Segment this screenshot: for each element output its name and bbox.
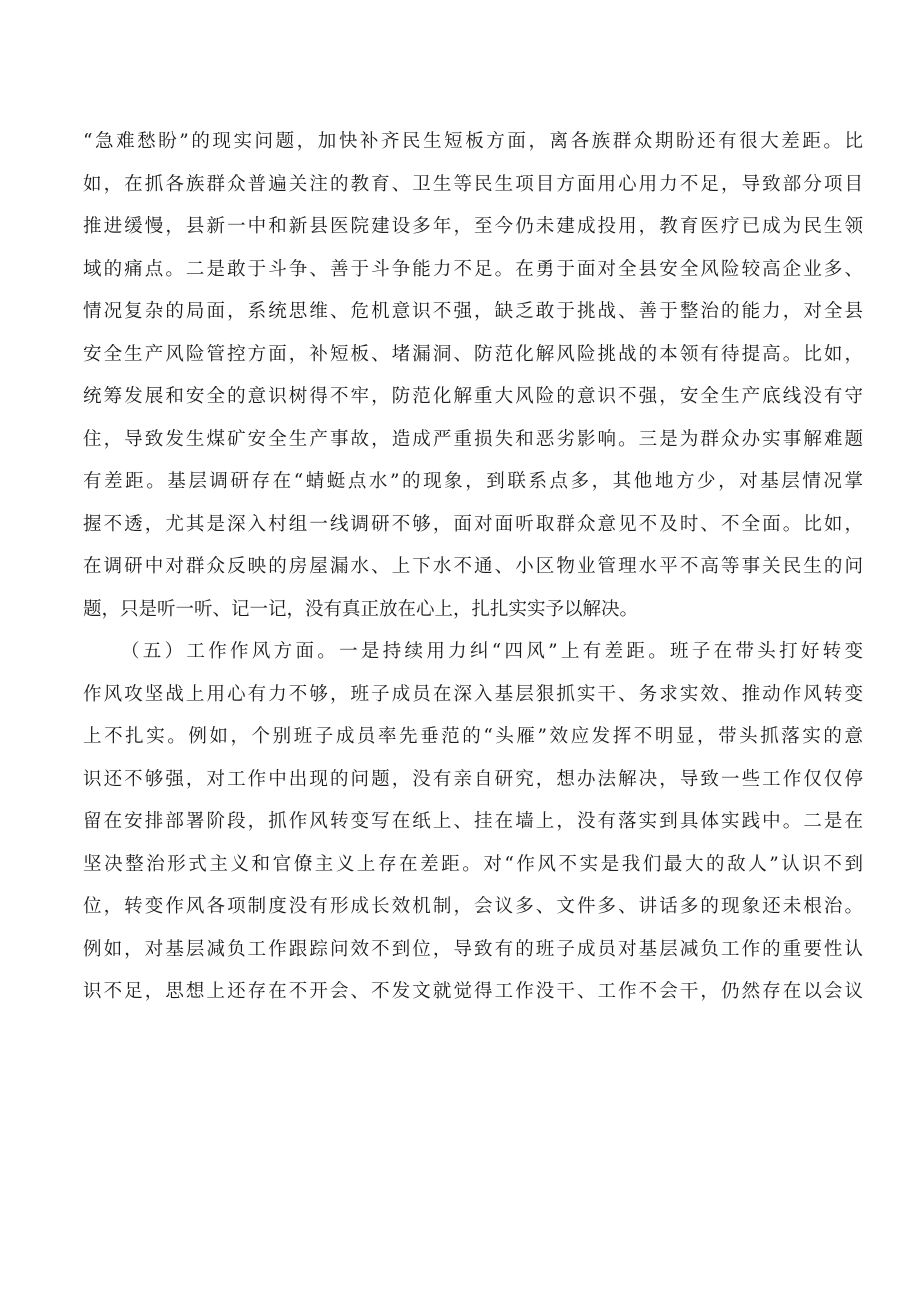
text-line: 例如，对基层减负工作跟踪问效不到位，导致有的班子成员对基层减负工作的重要性认	[83, 938, 863, 960]
text-line: 推进缓慢，县新一中和新县医院建设多年，至今仍未建成投用，教育医疗已成为民生领	[83, 216, 863, 237]
text-line: 识不足，思想上还存在不开会、不发文就觉得工作没干、工作不会干，仍然存在以会议	[83, 981, 863, 1002]
text-line: 握不透，尤其是深入村组一线调研不够，面对面听取群众意见不及时、不全面。比如，	[83, 513, 863, 535]
text-line: 上不扎实。例如，个别班子成员率先垂范的“头雁”效应发挥不明显，带头抓落实的意	[83, 726, 863, 747]
text-line: 有差距。基层调研存在“蜻蜓点水”的现象，到联系点多，其他地方少，对基层情况掌	[83, 471, 863, 492]
text-line: 在调研中对群众反映的房屋漏水、上下水不通、小区物业管理水平不高等事关民生的问	[83, 556, 863, 577]
text-line: 识还不够强，对工作中出现的问题，没有亲自研究，想办法解决，导致一些工作仅仅停	[83, 768, 863, 790]
text-line: （五）工作作风方面。一是持续用力纠“四风”上有差距。班子在带头打好转变	[121, 641, 863, 662]
paragraph-1	[83, 121, 863, 631]
text-line: 统筹发展和安全的意识树得不牢，防范化解重大风险的意识不强，安全生产底线没有守	[83, 386, 863, 407]
text-line: 坚决整治形式主义和官僚主义上存在差距。对“作风不实是我们最大的敌人”认识不到	[83, 853, 863, 875]
text-line: 安全生产风险管控方面，补短板、堵漏洞、防范化解风险挑战的本领有待提高。比如，	[83, 343, 863, 365]
text-line: 作风攻坚战上用心有力不够，班子成员在深入基层狠抓实干、务求实效、推动作风转变	[83, 683, 863, 705]
text-line: 住，导致发生煤矿安全生产事故，造成严重损失和恶劣影响。三是为群众办实事解难题	[83, 428, 863, 450]
text-line: “急难愁盼”的现实问题，加快补齐民生短板方面，离各族群众期盼还有很大差距。比	[83, 131, 863, 152]
document-body	[83, 121, 863, 1014]
text-line: 情况复杂的局面，系统思维、危机意识不强，缺乏敢于挑战、善于整治的能力，对全县	[83, 301, 863, 322]
text-line: 位，转变作风各项制度没有形成长效机制，会议多、文件多、讲话多的现象还未根治。	[83, 896, 863, 917]
paragraph-2	[83, 631, 863, 1014]
text-line: 留在安排部署阶段，抓作风转变写在纸上、挂在墙上，没有落实到具体实践中。二是在	[83, 811, 863, 832]
text-line: 如，在抓各族群众普遍关注的教育、卫生等民生项目方面用心用力不足，导致部分项目	[83, 173, 863, 195]
text-line: 题，只是听一听、记一记，没有真正放在心上，扎扎实实予以解决。	[83, 598, 639, 620]
text-line: 域的痛点。二是敢于斗争、善于斗争能力不足。在勇于面对全县安全风险较高企业多、	[83, 258, 863, 280]
